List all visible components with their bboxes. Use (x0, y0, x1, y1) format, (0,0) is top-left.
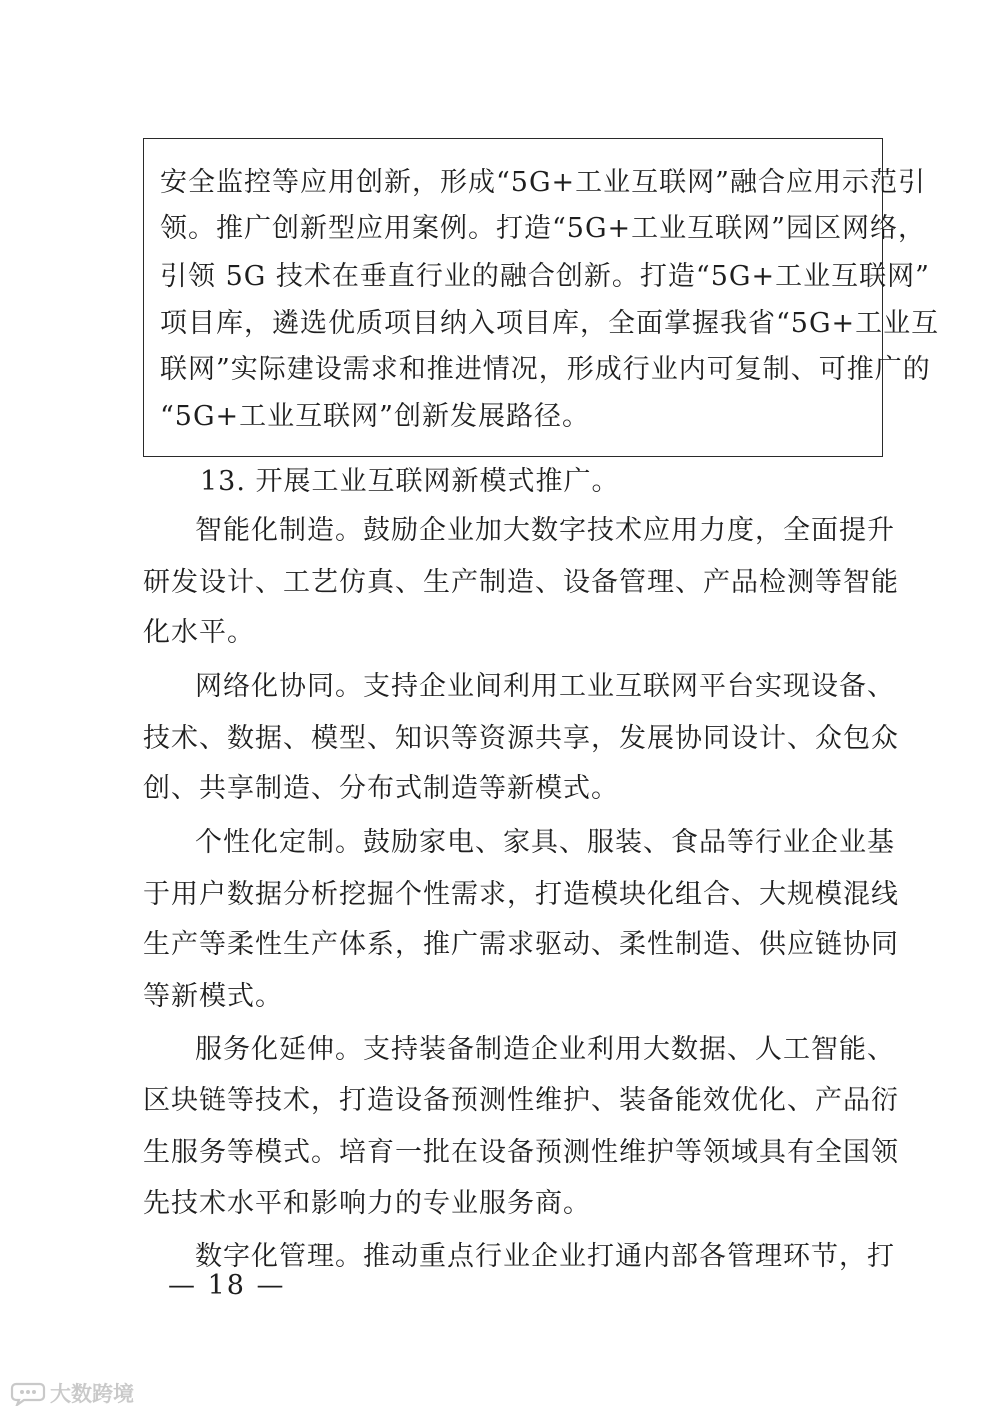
paragraph-line: 生产等柔性生产体系，推广需求驱动、柔性制造、供应链协同 (143, 929, 899, 960)
paragraph-line: 化水平。 (143, 617, 255, 648)
paragraph-line: 先技术水平和影响力的专业服务商。 (143, 1188, 591, 1219)
chat-bubble-logo-icon (10, 1380, 46, 1406)
page-number: — 18 — (168, 1270, 286, 1301)
paragraph-line: 技术、数据、模型、知识等资源共享，发展协同设计、众包众 (143, 723, 899, 754)
boxed-line: 项目库，遴选优质项目纳入项目库，全面掌握我省“5G+工业互 (160, 308, 940, 339)
watermark (10, 1378, 134, 1408)
paragraph-line: 创、共享制造、分布式制造等新模式。 (143, 773, 619, 804)
paragraph-line: 个性化定制。鼓励家电、家具、服装、食品等行业企业基 (195, 827, 895, 858)
paragraph-line: 等新模式。 (143, 981, 283, 1012)
paragraph-line: 研发设计、工艺仿真、生产制造、设备管理、产品检测等智能 (143, 567, 899, 598)
paragraph-line: 生服务等模式。培育一批在设备预测性维护等领域具有全国领 (143, 1137, 899, 1168)
boxed-line: 引领 5G 技术在垂直行业的融合创新。打造“5G+工业互联网” (160, 261, 930, 292)
boxed-line: 安全监控等应用创新，形成“5G+工业互联网”融合应用示范引 (160, 167, 926, 198)
paragraph-line: 区块链等技术，打造设备预测性维护、装备能效优化、产品衍 (143, 1085, 899, 1116)
paragraph-line: 于用户数据分析挖掘个性需求，打造模块化组合、大规模混线 (143, 879, 899, 910)
boxed-line: 领。推广创新型应用案例。打造“5G+工业互联网”园区网络， (160, 213, 926, 244)
boxed-line: 联网”实际建设需求和推进情况，形成行业内可复制、可推广的 (160, 354, 931, 385)
paragraph-line: 网络化协同。支持企业间利用工业互联网平台实现设备、 (195, 671, 895, 702)
boxed-line: “5G+工业互联网”创新发展路径。 (160, 401, 590, 432)
paragraph-line: 智能化制造。鼓励企业加大数字技术应用力度，全面提升 (195, 515, 895, 546)
section-heading: 13. 开展工业互联网新模式推广。 (200, 466, 620, 497)
watermark-text: 大数跨境 (50, 1382, 134, 1406)
paragraph-line: 服务化延伸。支持装备制造企业利用大数据、人工智能、 (195, 1034, 895, 1065)
paragraph-line: 数字化管理。推动重点行业企业打通内部各管理环节，打 (195, 1241, 895, 1272)
